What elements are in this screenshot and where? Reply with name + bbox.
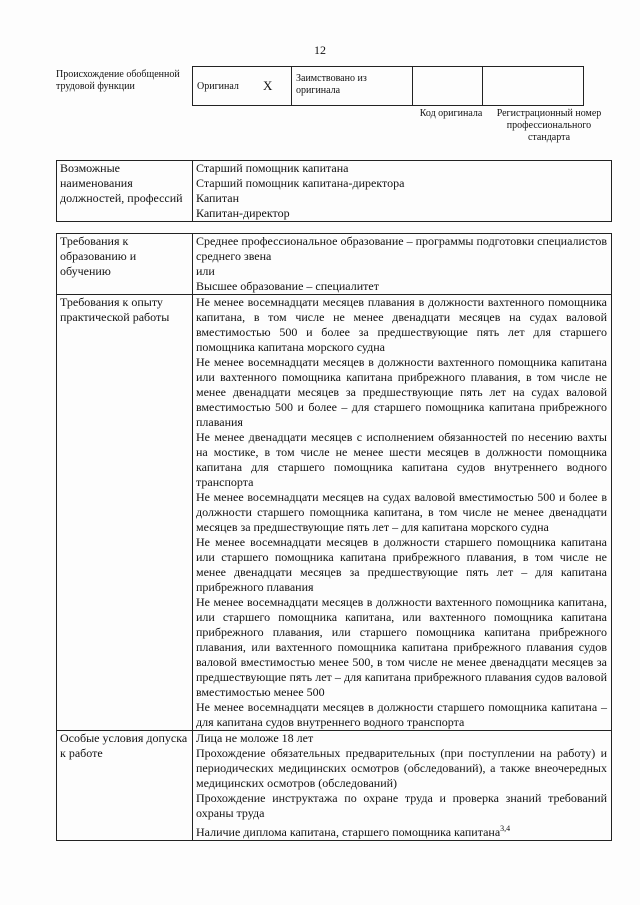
position-item: Старший помощник капитана-директора bbox=[196, 176, 405, 190]
borrowed-label: Заимствовано из оригинала bbox=[292, 67, 413, 105]
diploma-text: Наличие диплома капитана, старшего помощника капитана bbox=[196, 825, 501, 839]
original-label: Оригинал bbox=[197, 81, 239, 92]
conditions-paragraph bbox=[196, 821, 607, 840]
experience-label: Требования к опыту практической работы bbox=[57, 295, 193, 731]
experience-paragraph: Не менее восемнадцати месяцев в должности старшего помощника капитана – для капитана судов внутреннего водного транспорта bbox=[196, 700, 607, 729]
reg-caption: Регистрационный номер профессионального стандарта bbox=[496, 108, 602, 143]
conditions-paragraph: Прохождение обязательных предварительных (при поступлении на работу) и периодических медицинских осмотров (обследований), а также внеочередных медицинских осмотров (обследований) bbox=[196, 746, 607, 790]
experience-paragraph: Не менее восемнадцати месяцев в должности старшего помощника капитана или старшего помощника капитана прибрежного плавания, в том числе не менее двенадцати месяцев за предшествующие пять лет – для капитана прибрежного плавания bbox=[196, 535, 607, 594]
experience-paragraph: Не менее восемнадцати месяцев в должности вахтенного помощника капитана или вахтенного помощника капитана прибрежного плавания, в том числе не менее двенадцати месяцев за предшествующие пять лет на судах валовой вместимостью 500 и более – для старшего помощника капитана прибрежного плавания bbox=[196, 355, 607, 429]
positions-row bbox=[57, 161, 612, 222]
education-label: Требования к образованию и обучению bbox=[57, 234, 193, 295]
education-row bbox=[57, 234, 612, 295]
position-item: Капитан bbox=[196, 191, 239, 205]
original-cell bbox=[193, 67, 292, 105]
positions-table bbox=[56, 160, 612, 222]
reg-number-cell bbox=[483, 67, 583, 105]
conditions-value bbox=[193, 731, 612, 841]
origin-table bbox=[192, 66, 584, 106]
education-line: Среднее профессиональное образование – программы подготовки специалистов среднего звена bbox=[196, 234, 607, 263]
conditions-paragraph: Лица не моложе 18 лет bbox=[196, 731, 314, 745]
position-item: Старший помощник капитана bbox=[196, 161, 349, 175]
experience-value bbox=[193, 295, 612, 731]
origin-label: Происхождение обобщенной трудовой функции bbox=[56, 69, 180, 92]
original-code-cell bbox=[413, 67, 483, 105]
positions-label: Возможные наименования должностей, профессий bbox=[57, 161, 193, 222]
conditions-label: Особые условия допуска к работе bbox=[57, 731, 193, 841]
conditions-paragraph: Прохождение инструктажа по охране труда и проверка знаний требований охраны труда bbox=[196, 791, 607, 820]
experience-row bbox=[57, 295, 612, 731]
origin-block bbox=[56, 66, 584, 106]
conditions-row bbox=[57, 731, 612, 841]
experience-paragraph: Не менее восемнадцати месяцев на судах валовой вместимостью 500 и более в должности старшего помощника капитана, в том числе не менее двенадцати месяцев за предшествующие пять лет – для капитана морского судна bbox=[196, 490, 607, 534]
position-item: Капитан-директор bbox=[196, 206, 290, 220]
positions-list bbox=[193, 161, 612, 222]
experience-paragraph: Не менее восемнадцати месяцев в должности вахтенного помощника капитана, или старшего помощника капитана, или вахтенного помощника капитана прибрежного плавания, или старшего помощника капитана прибрежного плавания, или вахтенного помощника капитана прибрежного плавания судов валовой вместимостью менее 500, в том числе не менее двенадцати месяцев за предшествующие пять лет – для капитана прибрежного плавания судов валовой вместимостью менее 500 bbox=[196, 595, 607, 699]
experience-paragraph: Не менее двенадцати месяцев с исполнением обязанностей по несению вахты на мостике, в том числе не менее шести месяцев в должности помощника капитана для старшего помощника капитана судов внутреннего водного транспорта bbox=[196, 430, 607, 489]
page-number: 12 bbox=[314, 43, 326, 57]
requirements-table bbox=[56, 233, 612, 841]
education-line: Высшее образование – специалитет bbox=[196, 279, 379, 293]
experience-paragraph: Не менее восемнадцати месяцев плавания в должности вахтенного помощника капитана, в том числе не менее двенадцати месяцев на судах валовой вместимостью 500 и более за предшествующие пять лет для старшего помощника капитана морского судна bbox=[196, 295, 607, 354]
code-caption: Код оригинала bbox=[419, 108, 483, 119]
original-mark: X bbox=[263, 78, 273, 93]
education-value bbox=[193, 234, 612, 295]
education-line: или bbox=[196, 264, 215, 278]
footnote-ref: 3,4 bbox=[500, 824, 511, 833]
